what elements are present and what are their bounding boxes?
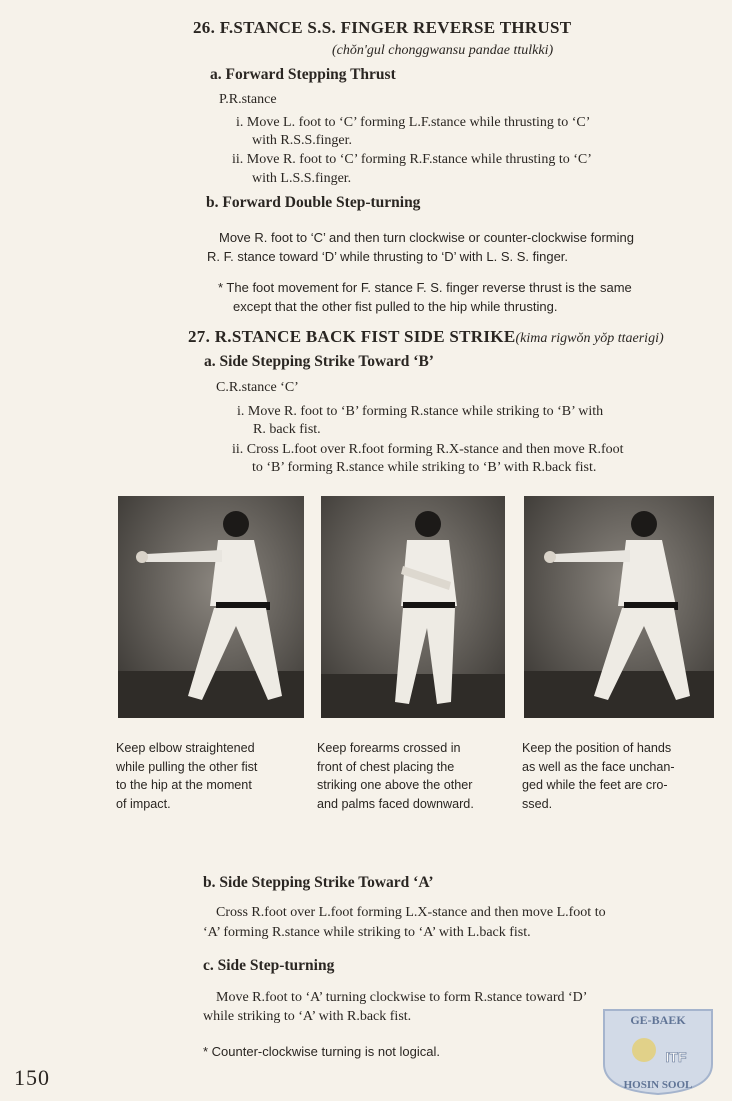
step-26a-ii-line2: with L.S.S.finger. (252, 171, 352, 186)
caption-2-line3: striking one above the other (317, 778, 473, 792)
step-27a-i-line1: i. Move R. foot to ‘B’ forming R.stance while striking to ‘B’ with (237, 404, 604, 419)
photo-stance-1 (118, 496, 304, 718)
photo-stance-2 (321, 496, 505, 718)
step-27a-ii-line1: ii. Cross L.foot over R.foot forming R.X-stance and then move R.foot (232, 442, 624, 457)
section-26b-line2: R. F. stance toward ‘D’ while thrusting to ‘D’ with L. S. S. finger. (207, 249, 569, 264)
section-27b-title: b. Side Stepping Strike Toward ‘A’ (203, 874, 434, 891)
caption-2-line1: Keep forearms crossed in (317, 741, 461, 755)
section-27-note: * Counter-clockwise turning is not logical. (203, 1044, 440, 1059)
section-27b-line2: ‘A’ forming R.stance while striking to ‘A’ with L.back fist. (203, 925, 531, 940)
caption-2-line4: and palms faced downward. (317, 796, 474, 811)
caption-3-line4: ssed. (522, 796, 553, 811)
section-26b-title: b. Forward Double Step-turning (206, 194, 421, 211)
section-27-korean: (kima rigwŏn yŏp ttaerigi) (515, 331, 664, 346)
watermark-top-text: GE-BAEK (630, 1013, 686, 1027)
caption-3-line2: as well as the face unchan- (522, 759, 675, 774)
step-26a-ii-line1: ii. Move R. foot to ‘C’ forming R.F.stance while thrusting to ‘C’ (232, 152, 592, 167)
page-number: 150 (14, 1065, 50, 1090)
step-27a-ii-line2: to ‘B’ forming R.stance while striking to ‘B’ with R.back fist. (252, 460, 597, 475)
section-26-korean: (chŏn'gul chonggwansu pandae ttulkki) (332, 43, 554, 58)
caption-1-line3: to the hip at the moment (116, 778, 252, 792)
step-26a-i-line2: with R.S.S.finger. (252, 133, 352, 148)
photo-stance-3 (524, 496, 714, 718)
step-26a-i-line1: i. Move L. foot to ‘C’ forming L.F.stance while thrusting to ‘C’ (236, 115, 591, 130)
section-26a-start: P.R.stance (219, 92, 277, 107)
section-26-title: 26. F.STANCE S.S. FINGER REVERSE THRUST (193, 18, 572, 37)
watermark-mid-text: ITF (665, 1049, 687, 1065)
caption-3-line3: ged while the feet are cro- (522, 778, 668, 792)
section-27-title: 27. R.STANCE BACK FIST SIDE STRIKE (188, 327, 516, 346)
section-26a-title: a. Forward Stepping Thrust (210, 66, 396, 83)
section-27c-line2: while striking to ‘A’ with R.back fist. (203, 1009, 412, 1024)
section-27c-line1: Move R.foot to ‘A’ turning clockwise to form R.stance toward ‘D’ (216, 990, 588, 1005)
step-27a-i-line2: R. back fist. (253, 422, 321, 437)
caption-2 (317, 739, 503, 813)
caption-1 (116, 739, 298, 813)
section-27c-title: c. Side Step-turning (203, 957, 335, 974)
caption-1-line2: while pulling the other fist (116, 759, 258, 774)
section-27-heading (188, 327, 664, 347)
section-27b-line1: Cross R.foot over L.foot forming L.X-stance and then move L.foot to (216, 905, 606, 920)
section-27a-start: C.R.stance ‘C’ (216, 380, 299, 395)
caption-3 (522, 739, 712, 813)
section-27a-title: a. Side Stepping Strike Toward ‘B’ (204, 353, 434, 370)
section-26b-line1: Move R. foot to ‘C’ and then turn clockwise or counter-clockwise forming (219, 230, 634, 245)
watermark-logo (594, 1004, 722, 1096)
caption-2-line2: front of chest placing the (317, 759, 455, 774)
watermark-bottom-text: HOSIN SOOL (623, 1079, 693, 1091)
section-26-note-line2: except that the other fist pulled to the hip while thrusting. (233, 299, 558, 314)
caption-1-line4: of impact. (116, 796, 171, 811)
section-26-note-line1: * The foot movement for F. stance F. S. finger reverse thrust is the same (218, 280, 632, 295)
caption-3-line1: Keep the position of hands (522, 741, 672, 755)
caption-1-line1: Keep elbow straightened (116, 741, 255, 755)
